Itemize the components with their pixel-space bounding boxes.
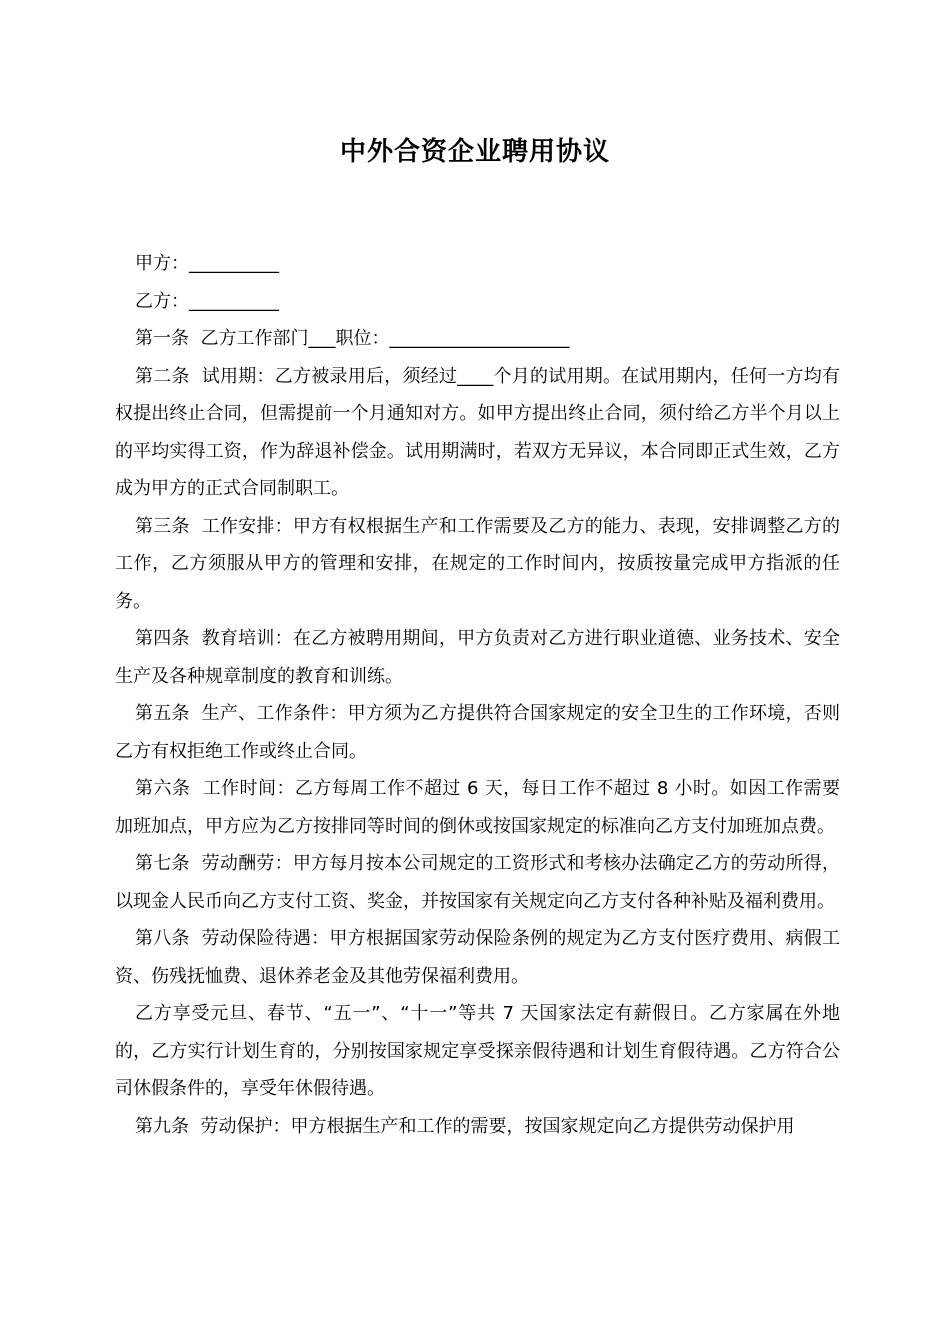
party-a-line: 甲方：__________ <box>135 253 279 274</box>
article-3: 第三条 工作安排：甲方有权根据生产和工作需要及乙方的能力、表现，安排调整乙方的工作，乙方须服从甲方的管理和安排，在规定的工作时间内，按质按量完成甲方指派的任务。 <box>115 515 840 612</box>
article-9: 第九条 劳动保护：甲方根据生产和工作的需要，按国家规定向乙方提供劳动保护用 <box>135 1115 795 1137</box>
article-1: 第一条 乙方工作部门___职位：____________________ <box>135 328 570 349</box>
article-8-holidays: 乙方享受元旦、春节、“五一”、“十一”等共 7 天国家法定有薪假日。乙方家属在外地的，乙方实行计划生育的，分别按国家规定享受探亲假待遇和计划生育假待遇。乙方符合公司休假条件的，享受年休假待遇。 <box>115 1003 840 1099</box>
article-8: 第八条 劳动保险待遇：甲方根据国家劳动保险条例的规定为乙方支付医疗费用、病假工资、伤残抚恤费、退休养老金及其他劳保福利费用。 <box>115 928 840 987</box>
article-4: 第四条 教育培训：在乙方被聘用期间，甲方负责对乙方进行职业道德、业务技术、安全生产及各种规章制度的教育和训练。 <box>115 628 840 687</box>
document-title: 中外合资企业聘用协议 <box>339 137 610 167</box>
document-body <box>115 245 840 1145</box>
article-5: 第五条 生产、工作条件：甲方须为乙方提供符合国家规定的安全卫生的工作环境，否则乙方有权拒绝工作或终止合同。 <box>115 703 840 762</box>
article-2: 第二条 试用期：乙方被录用后，须经过____个月的试用期。在试用期内，任何一方均有权提出终止合同，但需提前一个月通知对方。如甲方提出终止合同，须付给乙方半个月以上的平均实得工资，作为辞退补偿金。试用期满时，若双方无异议，本合同即正式生效，乙方成为甲方的正式合同制职工。 <box>115 365 840 499</box>
article-7: 第七条 劳动酬劳：甲方每月按本公司规定的工资形式和考核办法确定乙方的劳动所得，以现金人民币向乙方支付工资、奖金，并按国家有关规定向乙方支付各种补贴及福利费用。 <box>115 853 840 912</box>
article-6: 第六条 工作时间：乙方每周工作不超过 6 天，每日工作不超过 8 小时。如因工作需要加班加点，甲方应为乙方按排同等时间的倒休或按国家规定的标准向乙方支付加班加点费。 <box>115 778 840 837</box>
party-b-line: 乙方：__________ <box>135 290 279 312</box>
